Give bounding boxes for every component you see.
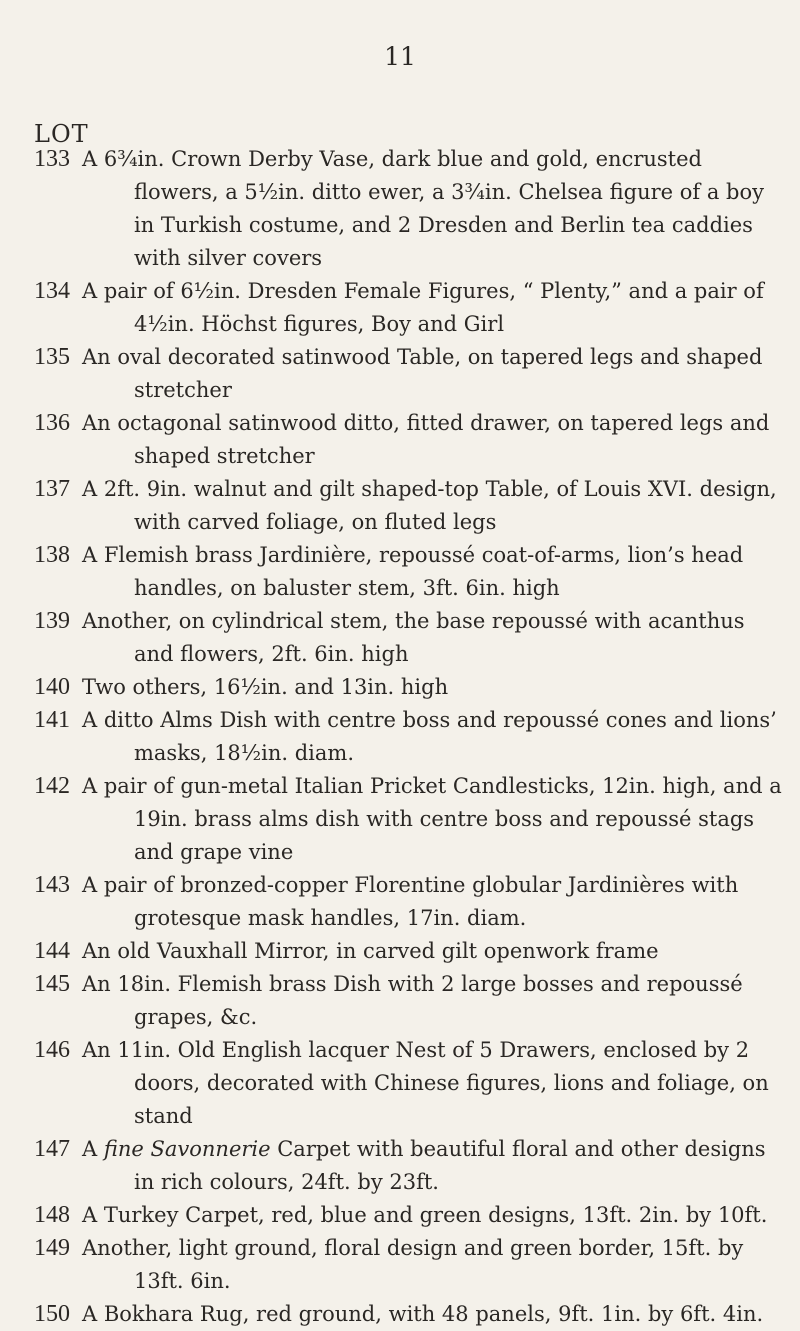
page-number: 11 (384, 42, 416, 71)
lot-description: A 6¾in. Crown Derby Vase, dark blue and gold, encrusted flowers, a 5½in. ditto ewer, a 3¾in. Chelsea figure of a boy in Turkish costume, and 2 Dresden and Berlin tea caddies with silver covers (82, 147, 764, 270)
lot-entry (34, 1199, 784, 1232)
lot-entry (34, 605, 784, 671)
lot-number: 148 (34, 1202, 70, 1228)
lot-description: A ditto Alms Dish with centre boss and repoussé cones and lions’ masks, 18½in. diam. (82, 708, 777, 765)
lot-number: 135 (34, 344, 70, 370)
lot-number: 146 (34, 1037, 70, 1063)
lot-description: Another, on cylindrical stem, the base repoussé with acanthus and flowers, 2ft. 6in. high (82, 609, 745, 666)
lot-number: 136 (34, 410, 70, 436)
lot-list (34, 143, 784, 1331)
lot-entry (34, 1133, 784, 1199)
lot-description-post: Carpet with beautiful floral and other designs in rich colours, 24ft. by 23ft. (134, 1137, 766, 1194)
lot-entry (34, 770, 784, 869)
lot-entry (34, 143, 784, 275)
lot-entry (34, 275, 784, 341)
lot-description: An 11in. Old English lacquer Nest of 5 Drawers, enclosed by 2 doors, decorated with Chinese figures, lions and foliage, on stand (82, 1038, 769, 1128)
lot-number: 149 (34, 1235, 70, 1261)
lot-number: 137 (34, 476, 70, 502)
lot-entry (34, 968, 784, 1034)
lot-entry (34, 1298, 784, 1331)
lot-description: An octagonal satinwood ditto, fitted drawer, on tapered legs and shaped stretcher (82, 411, 770, 468)
lot-entry (34, 407, 784, 473)
lot-number: 143 (34, 872, 70, 898)
lot-column-header: LOT (34, 120, 89, 148)
lot-description: A 2ft. 9in. walnut and gilt shaped-top Table, of Louis XVI. design, with carved foliage, on fluted legs (82, 477, 777, 534)
lot-number: 138 (34, 542, 70, 568)
lot-description: A pair of bronzed-copper Florentine globular Jardinières with grotesque mask handles, 17in. diam. (82, 873, 739, 930)
lot-number: 134 (34, 278, 70, 304)
lot-entry (34, 935, 784, 968)
lot-description: Another, light ground, floral design and green border, 15ft. by 13ft. 6in. (82, 1236, 744, 1293)
lot-description-pre: A (82, 1137, 104, 1161)
lot-number: 150 (34, 1301, 70, 1327)
lot-description: An old Vauxhall Mirror, in carved gilt openwork frame (82, 939, 659, 963)
lot-entry (34, 1034, 784, 1133)
lot-number: 144 (34, 938, 70, 964)
lot-description: An 18in. Flemish brass Dish with 2 large bosses and repoussé grapes, &c. (82, 972, 743, 1029)
lot-entry (34, 869, 784, 935)
lot-entry (34, 341, 784, 407)
lot-description: A Bokhara Rug, red ground, with 48 panels, 9ft. 1in. by 6ft. 4in. (82, 1302, 764, 1326)
lot-number: 147 (34, 1136, 70, 1162)
lot-entry (34, 671, 784, 704)
lot-description-italic: fine Savonnerie (103, 1137, 271, 1161)
lot-number: 145 (34, 971, 70, 997)
lot-description: A Flemish brass Jardinière, repoussé coat-of-arms, lion’s head handles, on baluster stem, 3ft. 6in. high (82, 543, 744, 600)
lot-description: An oval decorated satinwood Table, on tapered legs and shaped stretcher (82, 345, 763, 402)
lot-description: A pair of 6½in. Dresden Female Figures, “ Plenty,” and a pair of 4½in. Höchst figures, Boy and Girl (82, 279, 764, 336)
lot-entry (34, 473, 784, 539)
lot-description: Two others, 16½in. and 13in. high (82, 675, 449, 699)
lot-number: 140 (34, 674, 70, 700)
lot-description: A pair of gun-metal Italian Pricket Candlesticks, 12in. high, and a 19in. brass alms dish with centre boss and repoussé stags and grape vine (82, 774, 782, 864)
lot-description (82, 1133, 784, 1199)
lot-number: 139 (34, 608, 70, 634)
lot-entry (34, 539, 784, 605)
lot-entry (34, 704, 784, 770)
lot-number: 141 (34, 707, 70, 733)
lot-number: 133 (34, 146, 70, 172)
lot-entry (34, 1232, 784, 1298)
lot-number: 142 (34, 773, 70, 799)
lot-description: A Turkey Carpet, red, blue and green designs, 13ft. 2in. by 10ft. (82, 1203, 768, 1227)
